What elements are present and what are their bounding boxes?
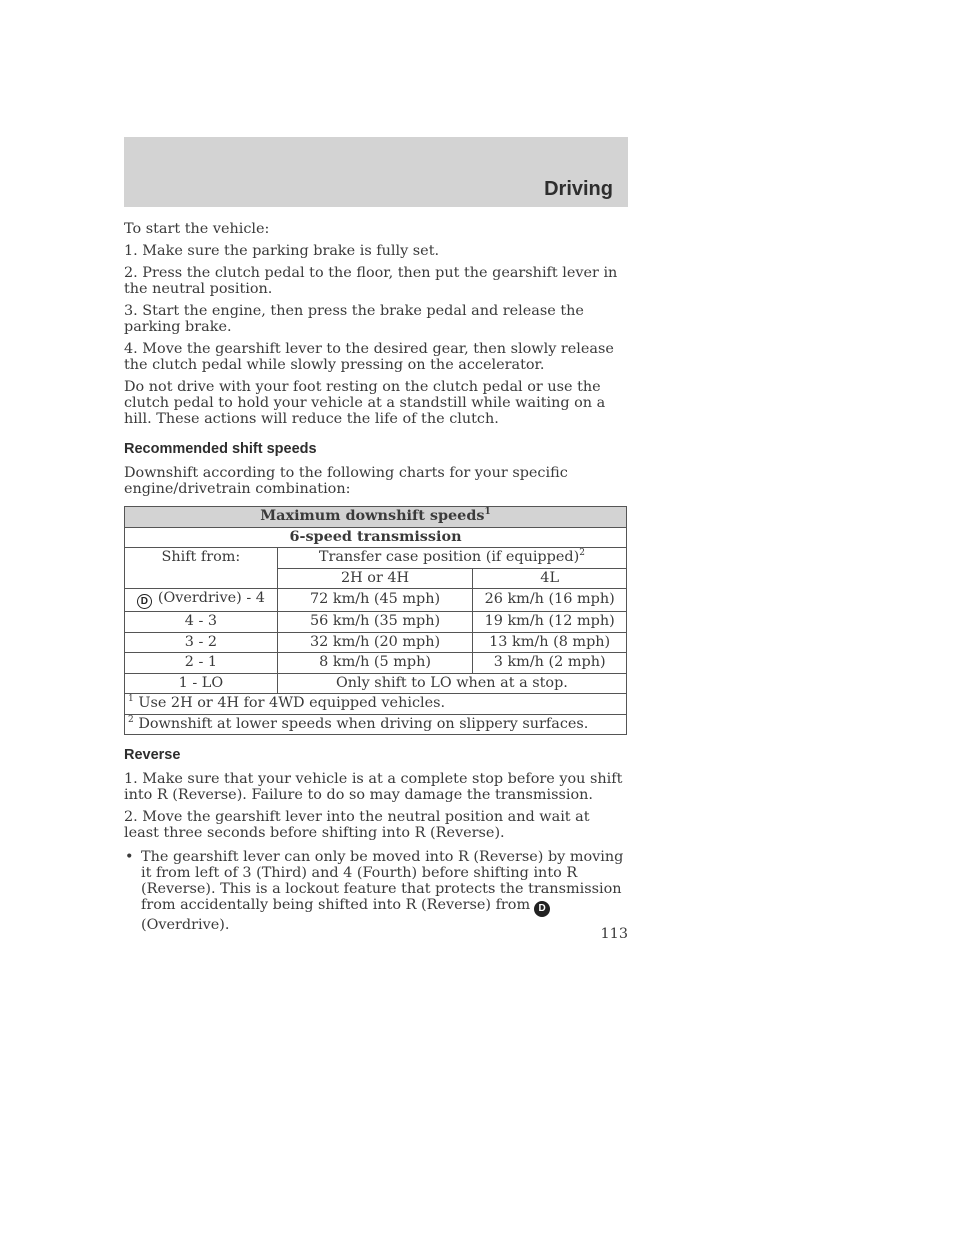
- lockout-bullet: [124, 849, 628, 933]
- table-row: [125, 612, 627, 633]
- speed-2h-4h: 56 km/h (35 mph): [277, 612, 473, 633]
- gear-label: (Overdrive) - 4: [157, 590, 265, 606]
- transfer-case-footnote-ref: 2: [579, 548, 585, 558]
- page-content: [124, 221, 628, 933]
- lo-note: Only shift to LO when at a stop.: [277, 673, 626, 694]
- table-row: [125, 632, 627, 653]
- footnote-number: 1: [128, 694, 134, 704]
- clutch-warning: Do not drive with your foot resting on the clutch pedal or use the clutch pedal to hold your vehicle at a standstill while waiting on a hill. These actions will reduce the life of the clutch.: [124, 379, 606, 427]
- speed-2h-4h: 8 km/h (5 mph): [277, 653, 473, 674]
- start-step-3: 3. Start the engine, then press the brake pedal and release the parking brake.: [124, 303, 584, 335]
- downshift-table: [124, 506, 627, 735]
- table-header-row: [125, 548, 627, 569]
- table-row-lo: [125, 673, 627, 694]
- speed-4l: 26 km/h (16 mph): [473, 589, 627, 612]
- gear-label: 2 - 1: [125, 653, 278, 674]
- start-intro: To start the vehicle:: [124, 221, 270, 237]
- footnote-text: Use 2H or 4H for 4WD equipped vehicles.: [138, 695, 446, 711]
- bullet-mark: •: [125, 849, 134, 865]
- table-title: Maximum downshift speeds: [260, 507, 485, 524]
- overdrive-icon: D: [534, 901, 550, 917]
- table-title-footnote-ref: 1: [484, 507, 491, 517]
- page-number: 113: [600, 926, 628, 942]
- speed-2h-4h: 72 km/h (45 mph): [277, 589, 473, 612]
- header-band: [124, 137, 628, 207]
- reverse-heading: Reverse: [124, 747, 181, 763]
- shift-from-header: Shift from:: [125, 548, 278, 589]
- section-title: Driving: [544, 178, 613, 200]
- gear-label: 1 - LO: [125, 673, 278, 694]
- table-subtitle-row: [125, 527, 627, 548]
- speed-4l: 13 km/h (8 mph): [473, 632, 627, 653]
- table-row: [125, 589, 627, 612]
- footnote-row: [125, 694, 627, 715]
- lockout-text-end: (Overdrive).: [141, 917, 230, 933]
- gear-label: 3 - 2: [125, 632, 278, 653]
- col-4l-header: 4L: [473, 568, 627, 589]
- start-step-4: 4. Move the gearshift lever to the desired gear, then slowly release the clutch pedal while slowly pressing on the accelerator.: [124, 341, 614, 373]
- start-step-1: 1. Make sure the parking brake is fully set.: [124, 243, 440, 259]
- shift-speeds-heading: Recommended shift speeds: [124, 441, 317, 457]
- speed-4l: 3 km/h (2 mph): [473, 653, 627, 674]
- footnote-number: 2: [128, 714, 134, 725]
- start-step-2: 2. Press the clutch pedal to the floor, then put the gearshift lever in the neutral position.: [124, 265, 618, 297]
- col-2h-4h-header: 2H or 4H: [277, 568, 473, 589]
- footnote-row: [125, 714, 627, 735]
- overdrive-icon: D: [137, 594, 152, 609]
- shift-intro: Downshift according to the following charts for your specific engine/drivetrain combination:: [124, 465, 568, 497]
- reverse-step-2: 2. Move the gearshift lever into the neutral position and wait at least three seconds before shifting into R (Reverse).: [124, 809, 590, 841]
- speed-4l: 19 km/h (12 mph): [473, 612, 627, 633]
- speed-2h-4h: 32 km/h (20 mph): [277, 632, 473, 653]
- reverse-step-1: 1. Make sure that your vehicle is at a complete stop before you shift into R (Reverse). Failure to do so may damage the transmission.: [124, 771, 623, 803]
- footnote-text: Downshift at lower speeds when driving on slippery surfaces.: [138, 715, 589, 732]
- lockout-text: The gearshift lever can only be moved into R (Reverse) by moving it from left of 3 (Third) and 4 (Fourth) before shifting into R (Reverse). This is a lockout feature that protects the transmission from accidentally being shifted into R (Reverse) from: [141, 849, 624, 913]
- transfer-case-header: Transfer case position (if equipped): [318, 549, 580, 565]
- table-title-row: [125, 507, 627, 528]
- gear-label: 4 - 3: [125, 612, 278, 633]
- table-row: [125, 653, 627, 674]
- table-subtitle: 6-speed transmission: [125, 527, 627, 548]
